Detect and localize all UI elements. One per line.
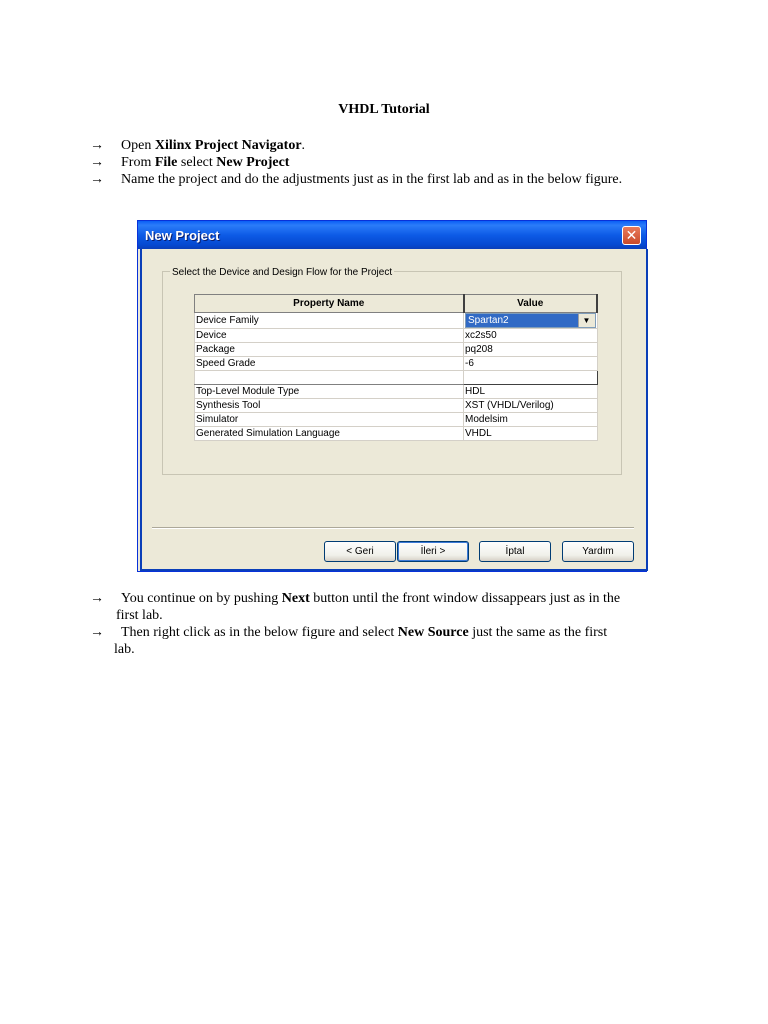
back-button[interactable]: < Geri	[324, 541, 396, 562]
property-value[interactable]: pq208	[464, 343, 598, 357]
table-row	[195, 399, 598, 413]
property-name: Generated Simulation Language	[195, 427, 464, 441]
property-name: Package	[195, 343, 464, 357]
arrow-icon: →	[90, 625, 104, 640]
group-label: Select the Device and Design Flow for the Project	[172, 267, 393, 278]
property-name: Device Family	[195, 313, 464, 329]
property-value[interactable]: -6	[464, 357, 598, 371]
property-name: Simulator	[195, 413, 464, 427]
arrow-icon: →	[90, 591, 104, 606]
table-row	[195, 385, 598, 399]
property-value[interactable]	[464, 371, 598, 385]
dropdown-value: Spartan2	[468, 315, 509, 326]
page-title: VHDL Tutorial	[338, 102, 430, 117]
property-value[interactable]: VHDL	[464, 427, 598, 441]
property-value[interactable]: xc2s50	[464, 329, 598, 343]
close-icon[interactable]: ✕	[622, 226, 641, 245]
new-project-dialog	[137, 220, 647, 572]
property-value[interactable]: Modelsim	[464, 413, 598, 427]
property-name: Device	[195, 329, 464, 343]
next-button[interactable]: İleri >	[397, 541, 469, 562]
table-row	[195, 343, 598, 357]
property-name: Synthesis Tool	[195, 399, 464, 413]
dialog-title: New Project	[145, 228, 220, 243]
table-row	[195, 313, 598, 329]
property-value-dropdown[interactable]	[464, 313, 598, 329]
bullet-new-source: → Then right click as in the below figure and select New Source just the same as the first lab.	[90, 625, 608, 657]
table-row	[195, 371, 598, 385]
arrow-icon: →	[90, 138, 104, 153]
chevron-down-icon[interactable]: ▼	[578, 314, 595, 327]
help-button[interactable]: Yardım	[562, 541, 634, 562]
cancel-button[interactable]: İptal	[479, 541, 551, 562]
property-value[interactable]: HDL	[464, 385, 598, 399]
dialog-titlebar[interactable]	[138, 221, 646, 249]
dialog-divider	[152, 527, 634, 529]
property-name: Speed Grade	[195, 357, 464, 371]
property-value[interactable]: XST (VHDL/Verilog)	[464, 399, 598, 413]
property-name	[195, 371, 464, 385]
table-row	[195, 427, 598, 441]
arrow-icon: →	[90, 172, 104, 187]
table-row	[195, 357, 598, 371]
property-name: Top-Level Module Type	[195, 385, 464, 399]
arrow-icon: →	[90, 155, 104, 170]
bullet-continue-next: → You continue on by pushing Next button until the front window dissappears just as in the first lab.	[90, 591, 621, 623]
table-row	[195, 413, 598, 427]
property-table	[194, 294, 598, 441]
header-value[interactable]: Value	[464, 295, 598, 313]
table-row	[195, 329, 598, 343]
header-property-name[interactable]: Property Name	[195, 295, 464, 313]
